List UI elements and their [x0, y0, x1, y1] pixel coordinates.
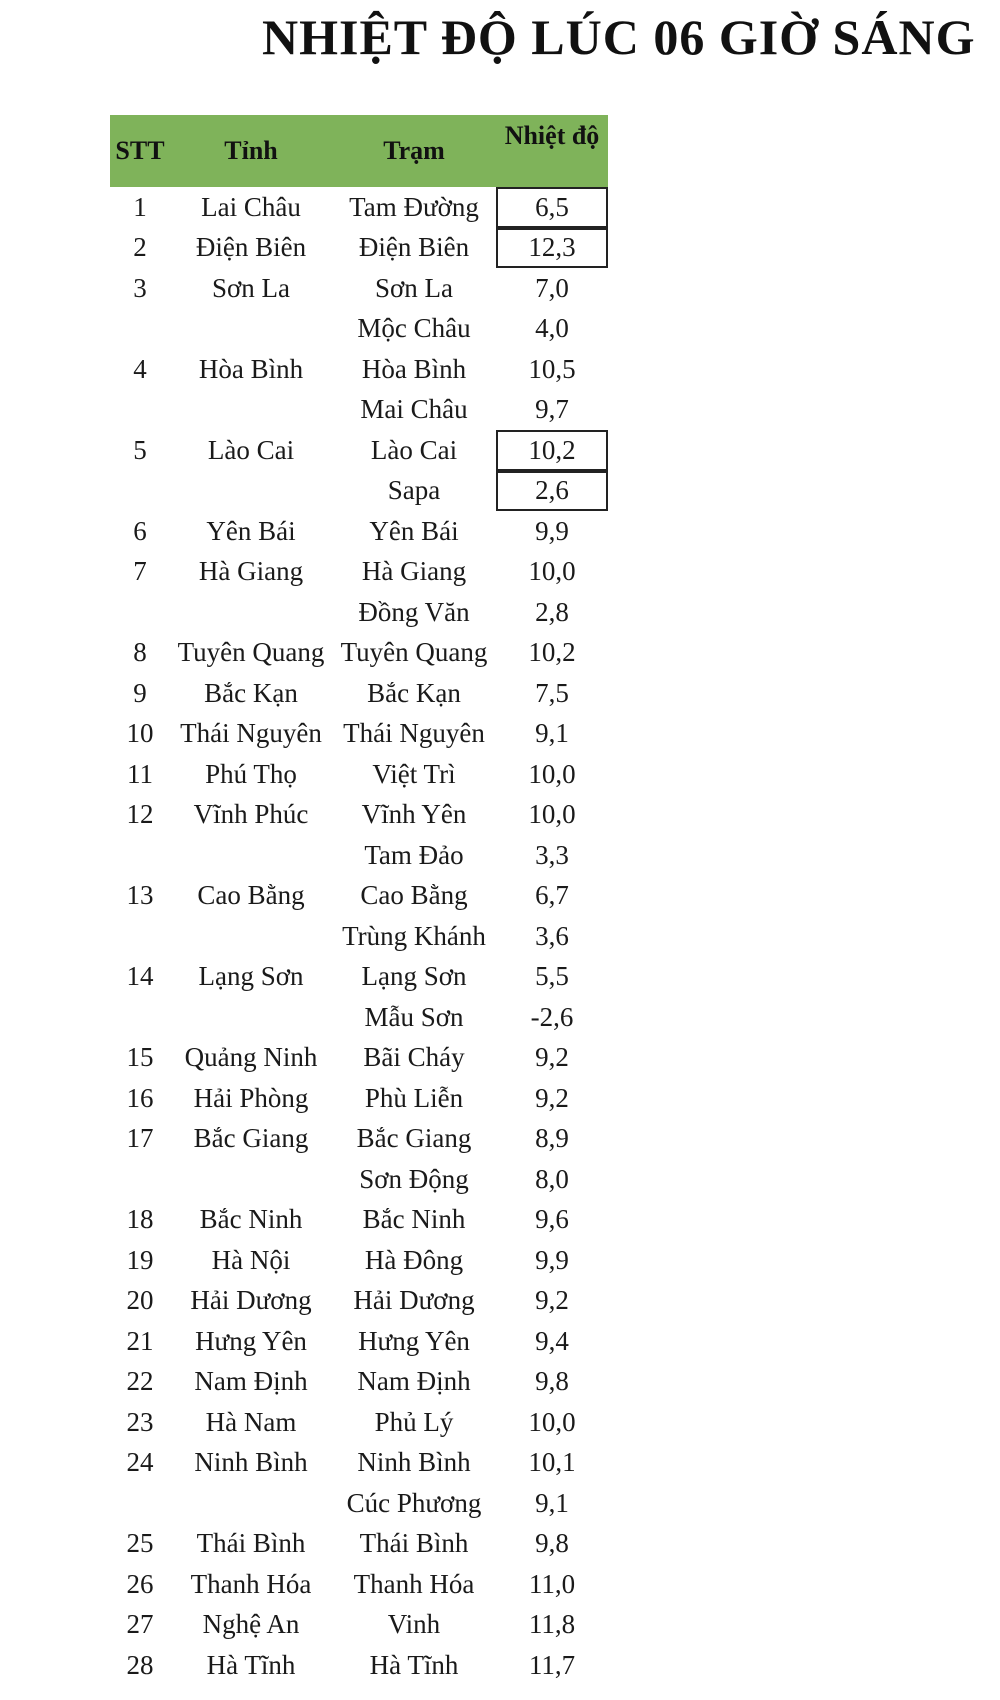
- temperature-cell: [496, 1321, 608, 1362]
- stt-cell: 4: [133, 353, 147, 384]
- temperature-value: 8,0: [535, 1163, 569, 1194]
- temperature-value: 9,7: [535, 394, 569, 425]
- station-cell: Hải Dương: [353, 1285, 475, 1316]
- province-cell: Yên Bái: [206, 515, 296, 546]
- stt-cell: 28: [126, 1649, 154, 1680]
- stt-cell: 18: [126, 1204, 154, 1235]
- temperature-value: 10,1: [528, 1447, 576, 1478]
- station-cell: Tam Đảo: [364, 839, 464, 870]
- stt-cell: 9: [133, 677, 147, 708]
- province-cell: Sơn La: [211, 272, 291, 303]
- temperature-value: 9,2: [535, 1042, 569, 1073]
- table-row: [110, 592, 608, 633]
- stt-cell: 16: [126, 1082, 154, 1113]
- table-row: [110, 511, 608, 552]
- stt-cell: [110, 471, 170, 512]
- temperature-cell: [496, 1362, 608, 1403]
- province-cell: [170, 1159, 332, 1200]
- station-cell: Cao Bằng: [360, 880, 468, 911]
- table-row: [110, 309, 608, 350]
- station-cell: Hưng Yên: [358, 1325, 470, 1356]
- province-cell: Quảng Ninh: [184, 1042, 318, 1073]
- table-row: [110, 1402, 608, 1443]
- temperature-value: 9,2: [535, 1285, 569, 1316]
- province-cell: Thanh Hóa: [190, 1568, 312, 1599]
- table-row: [110, 714, 608, 755]
- province-cell: Hải Dương: [190, 1285, 312, 1316]
- station-cell: Hà Đông: [364, 1244, 464, 1275]
- province-cell: [170, 916, 332, 957]
- stt-cell: 7: [133, 556, 147, 587]
- table-row: [110, 187, 608, 228]
- province-cell: Hà Tĩnh: [206, 1649, 296, 1680]
- page-title: NHIỆT ĐỘ LÚC 06 GIỜ SÁNG: [262, 9, 976, 65]
- stt-cell: [110, 916, 170, 957]
- stt-cell: [110, 1159, 170, 1200]
- table-row: [110, 1362, 608, 1403]
- stt-cell: [110, 390, 170, 431]
- temperature-cell: [496, 795, 608, 836]
- province-cell: Điện Biên: [195, 232, 307, 263]
- province-cell: Thái Bình: [196, 1528, 306, 1559]
- temperature-cell: [496, 1240, 608, 1281]
- temperature-cell: [496, 1281, 608, 1322]
- station-cell: Sapa: [387, 475, 441, 506]
- table-row: [110, 430, 608, 471]
- header-stt: STT: [115, 136, 165, 165]
- table-row: [110, 1605, 608, 1646]
- province-cell: Phú Thọ: [205, 758, 297, 789]
- stt-cell: 5: [133, 434, 147, 465]
- station-cell: Ninh Bình: [357, 1447, 471, 1478]
- table-row: [110, 754, 608, 795]
- station-cell: Phủ Lý: [374, 1406, 454, 1437]
- station-cell: Vĩnh Yên: [361, 799, 467, 830]
- province-cell: Lạng Sơn: [198, 961, 304, 992]
- temperature-value: 6,7: [535, 880, 569, 911]
- temperature-table: [110, 115, 608, 1686]
- station-cell: Hòa Bình: [361, 353, 467, 384]
- temperature-value: 9,2: [535, 1082, 569, 1113]
- table-row: [110, 1240, 608, 1281]
- stt-cell: 17: [126, 1123, 154, 1154]
- temperature-cell: [496, 835, 608, 876]
- station-cell: Việt Trì: [372, 758, 456, 789]
- table-row: [110, 228, 608, 269]
- temperature-value: 11,8: [528, 1609, 576, 1640]
- station-cell: Mộc Châu: [357, 313, 471, 344]
- stt-cell: 14: [126, 961, 154, 992]
- highlighted-temperature: 12,3: [496, 228, 608, 269]
- temperature-value: 7,5: [535, 677, 569, 708]
- temperature-value: 4,0: [535, 313, 569, 344]
- table-row: [110, 552, 608, 593]
- station-cell: Tam Đường: [349, 191, 479, 222]
- province-cell: [170, 1483, 332, 1524]
- table-row: [110, 1038, 608, 1079]
- stt-cell: 8: [133, 637, 147, 668]
- table-row: [110, 390, 608, 431]
- stt-cell: 26: [126, 1568, 154, 1599]
- temperature-value: -2,6: [530, 1001, 574, 1032]
- table-body: [110, 187, 608, 1686]
- station-cell: Thanh Hóa: [353, 1568, 475, 1599]
- stt-cell: 11: [127, 758, 153, 789]
- temperature-value: 10,2: [528, 637, 576, 668]
- temperature-cell: [496, 268, 608, 309]
- province-cell: [170, 835, 332, 876]
- stt-cell: 10: [126, 718, 154, 749]
- temperature-cell: [496, 916, 608, 957]
- station-cell: Sơn La: [374, 272, 454, 303]
- temperature-cell: [496, 1645, 608, 1686]
- temperature-value: 9,1: [535, 718, 569, 749]
- province-cell: Thái Nguyên: [180, 718, 322, 749]
- temperature-value: 11,7: [528, 1649, 576, 1680]
- stt-cell: 23: [126, 1406, 154, 1437]
- table-header: [110, 115, 608, 187]
- table-row: [110, 1119, 608, 1160]
- station-cell: Mẫu Sơn: [364, 1001, 464, 1032]
- province-cell: Nghệ An: [202, 1609, 300, 1640]
- stt-cell: [110, 997, 170, 1038]
- temperature-cell: [496, 997, 608, 1038]
- highlighted-temperature: 6,5: [496, 187, 608, 228]
- station-cell: Điện Biên: [358, 232, 470, 263]
- station-cell: Bãi Cháy: [363, 1042, 465, 1073]
- table-row: [110, 835, 608, 876]
- temperature-cell: [496, 673, 608, 714]
- table-row: [110, 1281, 608, 1322]
- table-row: [110, 1645, 608, 1686]
- temperature-value: 9,8: [535, 1528, 569, 1559]
- temperature-value: 2,8: [535, 596, 569, 627]
- table-row: [110, 1159, 608, 1200]
- table-row: [110, 1200, 608, 1241]
- station-cell: Bắc Kạn: [367, 677, 461, 708]
- province-cell: [170, 471, 332, 512]
- province-cell: [170, 309, 332, 350]
- temperature-cell: [496, 957, 608, 998]
- temperature-cell: [496, 1119, 608, 1160]
- temperature-cell: [496, 754, 608, 795]
- province-cell: [170, 592, 332, 633]
- temperature-cell: [496, 471, 608, 512]
- province-cell: Tuyên Quang: [177, 637, 325, 668]
- table-row: [110, 997, 608, 1038]
- province-cell: Nam Định: [194, 1366, 308, 1397]
- table-row: [110, 876, 608, 917]
- temperature-value: 9,9: [535, 515, 569, 546]
- province-cell: Hưng Yên: [195, 1325, 307, 1356]
- stt-cell: [110, 835, 170, 876]
- temperature-cell: [496, 187, 608, 228]
- province-cell: Hòa Bình: [198, 353, 304, 384]
- province-cell: Cao Bằng: [197, 880, 305, 911]
- table-row: [110, 633, 608, 674]
- stt-cell: 12: [126, 799, 154, 830]
- station-cell: Thái Nguyên: [343, 718, 485, 749]
- temperature-cell: [496, 633, 608, 674]
- province-cell: Bắc Kạn: [204, 677, 298, 708]
- table-row: [110, 1483, 608, 1524]
- temperature-cell: [496, 552, 608, 593]
- temperature-value: 10,0: [528, 556, 576, 587]
- temperature-cell: [496, 1483, 608, 1524]
- stt-cell: 6: [133, 515, 147, 546]
- temperature-value: 8,9: [535, 1123, 569, 1154]
- temperature-value: 10,0: [528, 758, 576, 789]
- temperature-cell: [496, 1524, 608, 1565]
- temperature-value: 10,0: [528, 1406, 576, 1437]
- table-row: [110, 1524, 608, 1565]
- station-cell: Hà Giang: [361, 556, 467, 587]
- station-cell: Bắc Ninh: [362, 1204, 466, 1235]
- station-cell: Trùng Khánh: [342, 920, 486, 951]
- stt-cell: 2: [133, 232, 147, 263]
- temperature-cell: [496, 390, 608, 431]
- station-cell: Tuyên Quang: [340, 637, 488, 668]
- table-row: [110, 1443, 608, 1484]
- temperature-cell: [496, 1564, 608, 1605]
- highlighted-temperature: 2,6: [496, 471, 608, 512]
- temperature-value: 11,0: [528, 1568, 576, 1599]
- temperature-cell: [496, 1605, 608, 1646]
- temperature-cell: [496, 592, 608, 633]
- station-cell: Nam Định: [357, 1366, 471, 1397]
- province-cell: Hà Nội: [211, 1244, 291, 1275]
- province-cell: [170, 390, 332, 431]
- station-cell: Yên Bái: [369, 515, 459, 546]
- stt-cell: 20: [126, 1285, 154, 1316]
- temperature-cell: [496, 1443, 608, 1484]
- table-row: [110, 673, 608, 714]
- stt-cell: 21: [126, 1325, 154, 1356]
- stt-cell: 27: [126, 1609, 154, 1640]
- temperature-cell: [496, 1078, 608, 1119]
- province-cell: Ninh Bình: [194, 1447, 308, 1478]
- stt-cell: 22: [126, 1366, 154, 1397]
- table-row: [110, 268, 608, 309]
- station-cell: Sơn Động: [359, 1163, 469, 1194]
- table-row: [110, 916, 608, 957]
- stt-cell: 24: [126, 1447, 154, 1478]
- province-cell: Hải Phòng: [193, 1082, 309, 1113]
- temperature-value: 5,5: [535, 961, 569, 992]
- temperature-cell: [496, 1159, 608, 1200]
- table-row: [110, 1078, 608, 1119]
- province-cell: Bắc Giang: [193, 1123, 309, 1154]
- province-cell: Lai Châu: [201, 191, 301, 222]
- station-cell: Lào Cai: [370, 434, 458, 465]
- stt-cell: 13: [126, 880, 154, 911]
- temperature-cell: [496, 1200, 608, 1241]
- station-cell: Lạng Sơn: [361, 961, 467, 992]
- station-cell: Hà Tĩnh: [369, 1649, 459, 1680]
- stt-cell: 15: [126, 1042, 154, 1073]
- province-cell: Lào Cai: [207, 434, 295, 465]
- temperature-value: 10,5: [528, 353, 576, 384]
- temperature-cell: [496, 309, 608, 350]
- temperature-cell: [496, 430, 608, 471]
- province-cell: Vĩnh Phúc: [193, 799, 309, 830]
- stt-cell: 19: [126, 1244, 154, 1275]
- stt-cell: [110, 1483, 170, 1524]
- temperature-value: 9,8: [535, 1366, 569, 1397]
- table-row: [110, 957, 608, 998]
- temperature-value: 9,9: [535, 1244, 569, 1275]
- highlighted-temperature: 10,2: [496, 430, 608, 471]
- temperature-value: 7,0: [535, 272, 569, 303]
- province-cell: Hà Nam: [205, 1406, 297, 1437]
- temperature-value: 3,3: [535, 839, 569, 870]
- province-cell: Bắc Ninh: [199, 1204, 303, 1235]
- header-nhiet-do: Nhiệt độ: [504, 121, 600, 150]
- temperature-cell: [496, 349, 608, 390]
- station-cell: Thái Bình: [359, 1528, 469, 1559]
- table-row: [110, 795, 608, 836]
- table-row: [110, 349, 608, 390]
- temperature-cell: [496, 228, 608, 269]
- stt-cell: 25: [126, 1528, 154, 1559]
- station-cell: Phù Liễn: [364, 1082, 464, 1113]
- province-cell: Hà Giang: [198, 556, 304, 587]
- table-row: [110, 1564, 608, 1605]
- station-cell: Đồng Văn: [358, 596, 470, 627]
- header-tram: Trạm: [383, 136, 445, 165]
- station-cell: Bắc Giang: [356, 1123, 472, 1154]
- station-cell: Mai Châu: [360, 394, 468, 425]
- table-row: [110, 1321, 608, 1362]
- temperature-cell: [496, 1402, 608, 1443]
- temperature-value: 9,6: [535, 1204, 569, 1235]
- temperature-cell: [496, 714, 608, 755]
- stt-cell: [110, 309, 170, 350]
- province-cell: [170, 997, 332, 1038]
- temperature-cell: [496, 876, 608, 917]
- header-tinh: Tỉnh: [224, 136, 278, 165]
- temperature-value: 10,0: [528, 799, 576, 830]
- stt-cell: 3: [133, 272, 147, 303]
- table-row: [110, 471, 608, 512]
- temperature-value: 9,4: [535, 1325, 569, 1356]
- stt-cell: [110, 592, 170, 633]
- station-cell: Vinh: [387, 1609, 441, 1640]
- stt-cell: 1: [133, 191, 147, 222]
- temperature-value: 9,1: [535, 1487, 569, 1518]
- temperature-cell: [496, 511, 608, 552]
- temperature-cell: [496, 1038, 608, 1079]
- station-cell: Cúc Phương: [346, 1487, 482, 1518]
- temperature-value: 3,6: [535, 920, 569, 951]
